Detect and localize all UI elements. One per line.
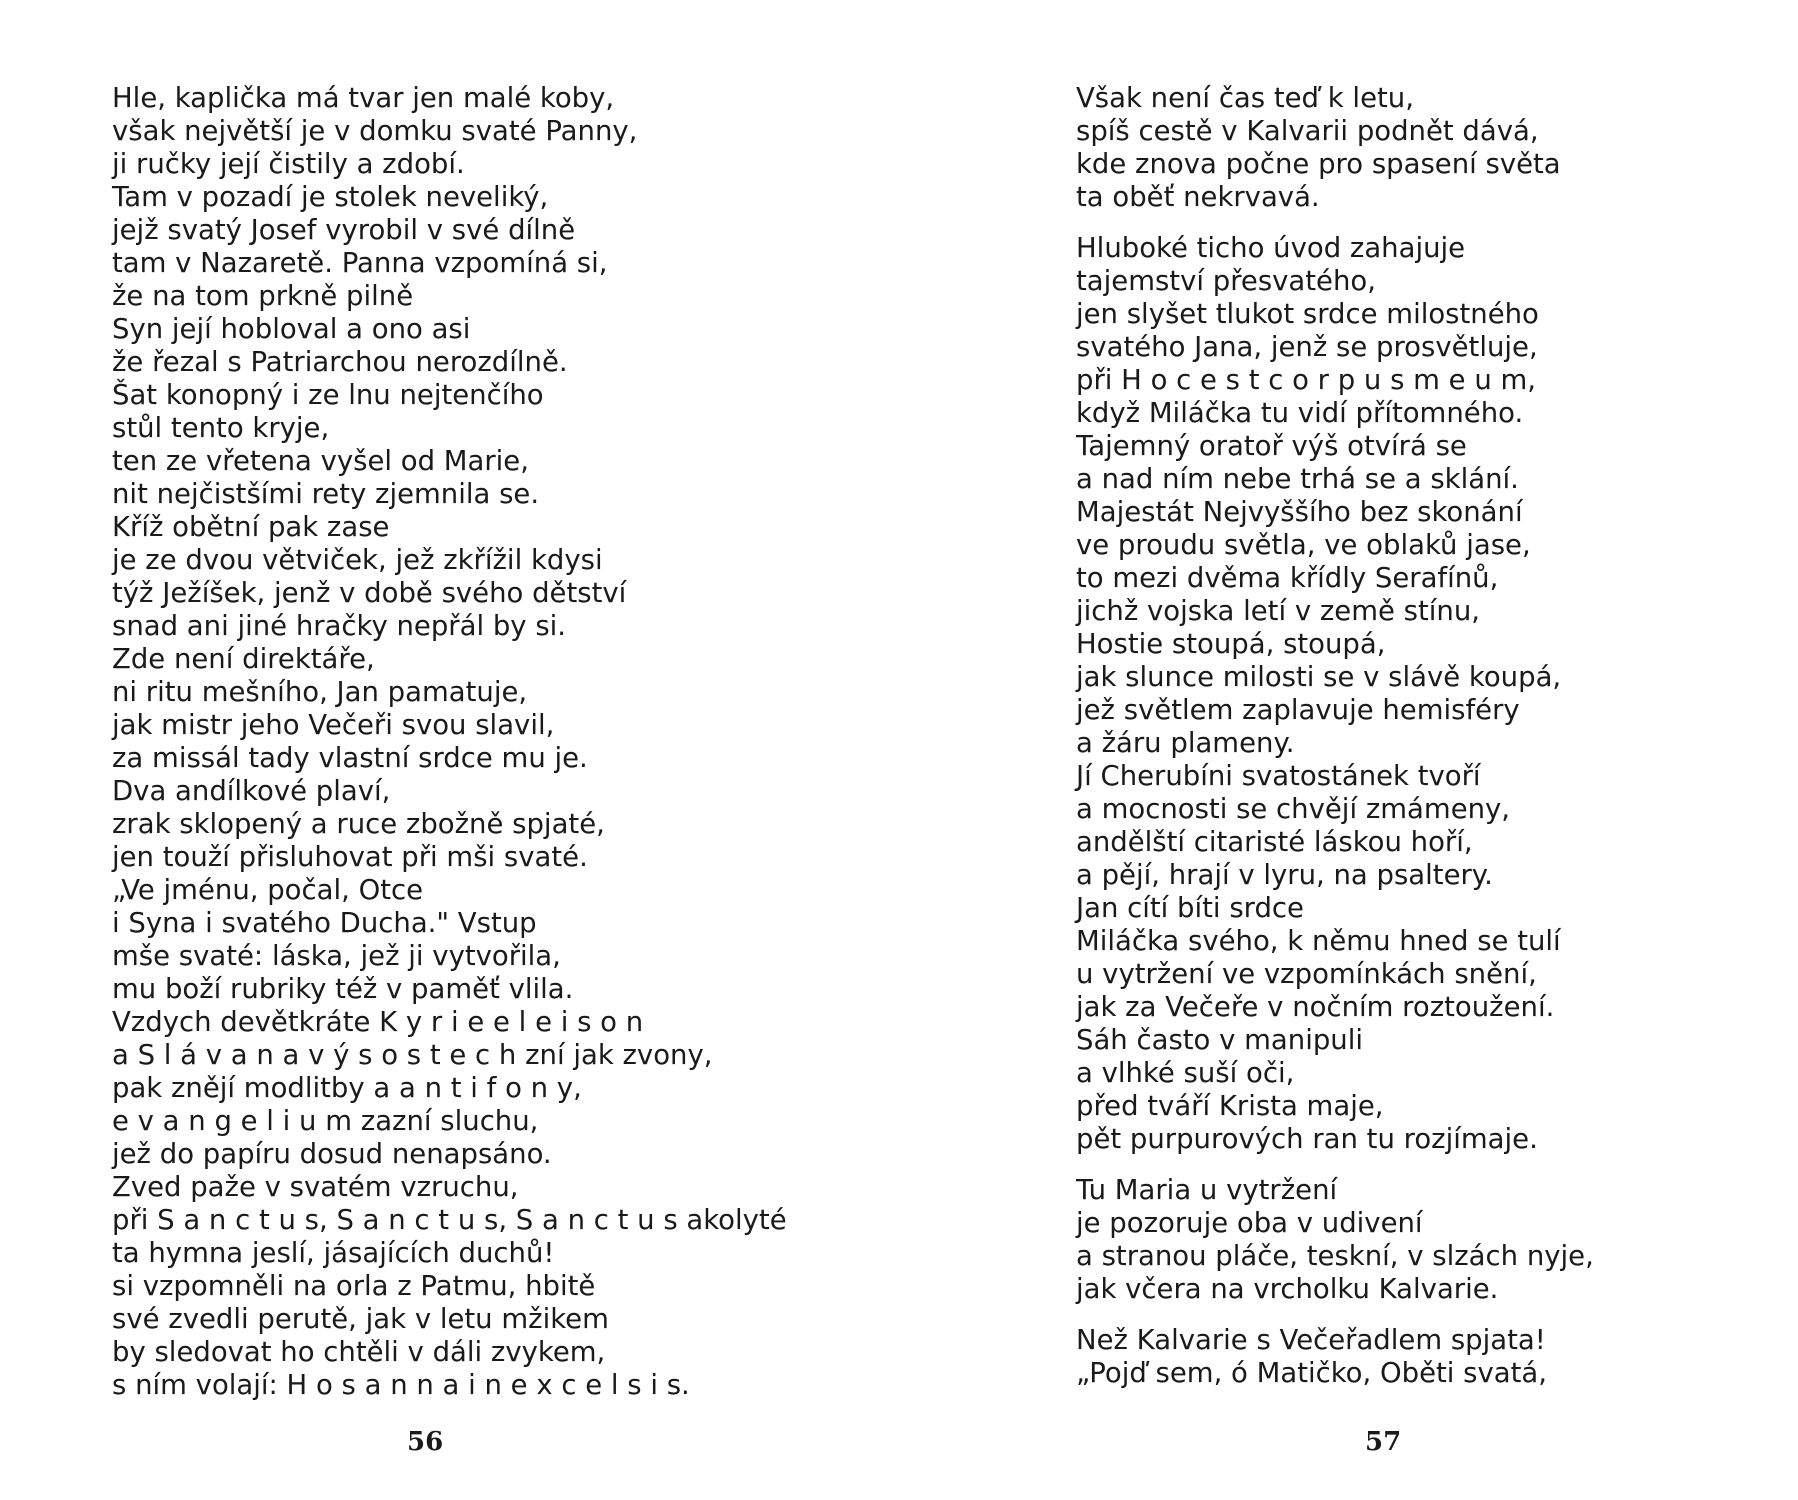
poem-line: za missál tady vlastní srdce mu je. [112,742,588,774]
poem-line: Tam v pozadí je stolek neveliký, [112,181,549,213]
poem-line: Však není čas teď k letu, [1076,82,1414,114]
poem-line: Jí Cherubíni svatostánek tvoří [1076,760,1481,792]
poem-line: ve proudu světla, ve oblaků jase, [1076,529,1531,561]
stanza-break [1076,1156,1594,1174]
poem-line: tam v Nazaretě. Panna vzpomíná si, [112,247,608,279]
poem-line: jichž vojska letí v země stínu, [1076,595,1481,627]
poem-line: ten ze vřetena vyšel od Marie, [112,445,529,477]
poem-line: Vzdych devětkráte K y r i e e l e i s o n [112,1006,644,1038]
poem-line: a nad ním nebe trhá se a sklání. [1076,463,1519,495]
poem-line: i Syna i svatého Ducha." Vstup [112,907,537,939]
poem-line: zrak sklopený a ruce zbožně spjaté, [112,808,605,840]
poem-line: ji ručky její čistily a zdobí. [112,148,465,180]
poem-line: Zved paže v svatém vzruchu, [112,1171,519,1203]
poem-line: pět purpurových ran tu rozjímaje. [1076,1123,1538,1155]
poem-line: Dva andílkové plaví, [112,775,391,807]
poem-line: jak slunce milosti se v slávě koupá, [1076,661,1562,693]
poem-line: nit nejčistšími rety zjemnila se. [112,478,540,510]
poem-line: však největší je v domku svaté Panny, [112,115,638,147]
poem-line: s ním volají: H o s a n n a i n e x c e l s i s. [112,1369,690,1401]
poem-line: stůl tento kryje, [112,412,330,444]
poem-line: a vlhké suší oči, [1076,1057,1295,1089]
poem-line: to mezi dvěma křídly Serafínů, [1076,562,1499,594]
poem-line: andělští citaristé láskou hoří, [1076,826,1473,858]
poem-line: jak mistr jeho Večeři svou slavil, [112,709,555,741]
poem-line: spíš cestě v Kalvarii podnět dává, [1076,115,1539,147]
poem-line: své zvedli perutě, jak v letu mžikem [112,1303,609,1335]
poem-line: jen touží přisluhovat při mši svaté. [112,841,588,873]
poem-line: při S a n c t u s, S a n c t u s, S a n c t u s akolyté [112,1204,787,1236]
poem-line: snad ani jiné hračky nepřál by si. [112,610,567,642]
poem-line: Majestát Nejvyššího bez skonání [1076,496,1523,528]
poem-line: ta oběť nekrvavá. [1076,181,1320,213]
poem-line: mše svaté: láska, jež ji vytvořila, [112,940,561,972]
poem-line: pak znějí modlitby a a n t i f o n y, [112,1072,582,1104]
poem-line: je pozoruje oba v udivení [1076,1207,1423,1239]
poem-line: že na tom prkně pilně [112,280,414,312]
poem-line: jež do papíru dosud nenapsáno. [112,1138,552,1170]
poem-line: Hluboké ticho úvod zahajuje [1076,232,1466,264]
poem-line: týž Ježíšek, jenž v době svého dětství [112,577,627,609]
poem-line: a žáru plameny. [1076,727,1295,759]
poem-line: jak včera na vrcholku Kalvarie. [1076,1273,1499,1305]
poem-line: jen slyšet tlukot srdce milostného [1076,298,1539,330]
poem-line: při H o c e s t c o r p u s m e u m, [1076,364,1537,396]
poem-line: a stranou pláče, teskní, v slzách nyje, [1076,1240,1594,1272]
poem-line: Jan cítí bíti srdce [1076,892,1304,924]
poem-line: jak za Večeře v nočním roztoužení. [1076,991,1555,1023]
poem-line: „Pojď sem, ó Matičko, Oběti svatá, [1076,1357,1548,1389]
poem-line: Tu Maria u vytržení [1076,1174,1338,1206]
poem-line: e v a n g e l i u m zazní sluchu, [112,1105,539,1137]
poem-line: že řezal s Patriarchou nerozdílně. [112,346,568,378]
poem-line: a pějí, hrají v lyru, na psaltery. [1076,859,1493,891]
page-number-left: 56 [407,1427,444,1457]
poem-line: Zde není direktáře, [112,643,375,675]
page-number-right: 57 [1365,1427,1402,1457]
stanza-break [1076,214,1594,232]
poem-line: svatého Jana, jenž se prosvětluje, [1076,331,1538,363]
poem-line: ta hymna jeslí, jásajících duchů! [112,1237,555,1269]
poem-line: kde znova počne pro spasení světa [1076,148,1561,180]
left-page-poem [112,82,787,1402]
poem-line: jejž svatý Josef vyrobil v své dílně [112,214,576,246]
poem-line: Hostie stoupá, stoupá, [1076,628,1386,660]
poem-line: si vzpomněli na orla z Patmu, hbitě [112,1270,596,1302]
poem-line: je ze dvou větviček, jež zkřížil kdysi [112,544,603,576]
poem-line: Kříž obětní pak zase [112,511,390,543]
poem-line: „Ve jménu, počal, Otce [112,874,424,906]
poem-line: Než Kalvarie s Večeřadlem spjata! [1076,1324,1546,1356]
poem-line: mu boží rubriky též v paměť vlila. [112,973,574,1005]
poem-line: jež světlem zaplavuje hemisféry [1076,694,1520,726]
poem-line: před tváří Krista maje, [1076,1090,1384,1122]
stanza-break [1076,1306,1594,1324]
poem-line: ni ritu mešního, Jan pamatuje, [112,676,528,708]
poem-line: u vytržení ve vzpomínkách snění, [1076,958,1537,990]
poem-line: by sledovat ho chtěli v dáli zvykem, [112,1336,606,1368]
right-page [899,0,1798,1500]
poem-line: a S l á v a n a v ý s o s t e c h zní jak zvony, [112,1039,713,1071]
poem-line: Miláčka svého, k němu hned se tulí [1076,925,1561,957]
right-page-poem [1076,82,1594,1390]
poem-line: Šat konopný i ze lnu nejtenčího [112,379,544,411]
poem-line: když Miláčka tu vidí přítomného. [1076,397,1524,429]
poem-line: a mocnosti se chvějí zmámeny, [1076,793,1511,825]
poem-line: Sáh často v manipuli [1076,1024,1364,1056]
poem-line: Tajemný oratoř výš otvírá se [1076,430,1467,462]
poem-line: tajemství přesvatého, [1076,265,1376,297]
poem-line: Hle, kaplička má tvar jen malé koby, [112,82,615,114]
poem-line: Syn její hobloval a ono asi [112,313,471,345]
